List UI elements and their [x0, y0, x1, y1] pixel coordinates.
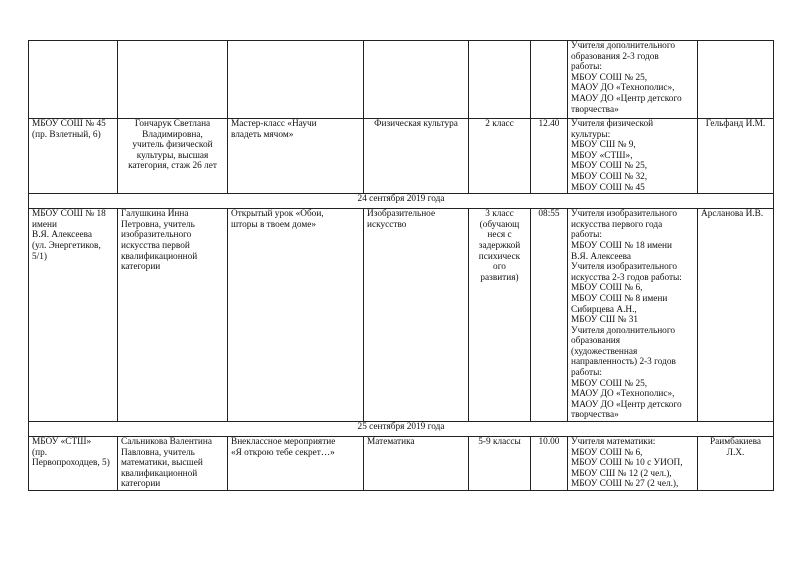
- grade-cell: 3 класс (обучающ неся с задержкой психическ ого развития): [469, 209, 531, 422]
- schedule-table: [28, 40, 774, 491]
- date-row: [29, 422, 774, 437]
- table-row: [29, 119, 774, 194]
- teacher-cell: [118, 41, 228, 119]
- event-cell: Внеклассное мероприятие «Я открою тебе секрет…»: [228, 437, 364, 491]
- table-row: [29, 209, 774, 422]
- participants-cell: Учителя изобразительного искусства первого года работы: МБОУ СОШ № 18 имени В.Я. Алексеева Учителя изобразительного искусства 2-3 годов работы: МБОУ СОШ № 6, МБОУ СОШ № 8 имени Сибирцева А.Н., МБОУ СШ № 31 Учителя дополнительного образования (художественная направленность) 2-3 годов работы: МБОУ СОШ № 25, МАОУ ДО «Технополис», МАОУ ДО «Центр детского творчества»: [568, 209, 698, 422]
- responsible-cell: Гельфанд И.М.: [698, 119, 774, 194]
- date-heading: 24 сентября 2019 года: [29, 194, 774, 209]
- time-cell: 10.00: [531, 437, 568, 491]
- participants-cell: Учителя дополнительного образования 2-3 годов работы: МБОУ СОШ № 25, МАОУ ДО «Технополис», МАОУ ДО «Центр детского творчества»: [568, 41, 698, 119]
- grade-cell: 5-9 классы: [469, 437, 531, 491]
- responsible-cell: [698, 41, 774, 119]
- date-heading: 25 сентября 2019 года: [29, 422, 774, 437]
- time-cell: [531, 41, 568, 119]
- teacher-cell: Гончарук Светлана Владимировна, учитель физической культуры, высшая категория, стаж 26 лет: [118, 119, 228, 194]
- date-row: [29, 194, 774, 209]
- time-cell: 12.40: [531, 119, 568, 194]
- page-bottom-margin: [0, 509, 800, 566]
- school-cell: МБОУ СОШ № 18 имени В.Я. Алексеева (ул. Энергетиков, 5/1): [29, 209, 118, 422]
- responsible-cell: Раимбакиева Л.Х.: [698, 437, 774, 491]
- participants-cell: Учителя физической культуры: МБОУ СШ № 9, МБОУ «СТШ», МБОУ СОШ № 25, МБОУ СОШ № 32, МБОУ СОШ № 45: [568, 119, 698, 194]
- event-cell: Открытый урок «Обои, шторы в твоем доме»: [228, 209, 364, 422]
- grade-cell: 2 класс: [469, 119, 531, 194]
- table-row: [29, 437, 774, 491]
- grade-cell: [469, 41, 531, 119]
- teacher-cell: Сальникова Валентина Павловна, учитель математики, высшей квалификационной категории: [118, 437, 228, 491]
- responsible-cell: Арсланова И.В.: [698, 209, 774, 422]
- subject-cell: Физическая культура: [364, 119, 469, 194]
- school-cell: МБОУ «СТШ» (пр. Первопроходцев, 5): [29, 437, 118, 491]
- event-cell: [228, 41, 364, 119]
- subject-cell: [364, 41, 469, 119]
- table-row: [29, 41, 774, 119]
- teacher-cell: Галушкина Инна Петровна, учитель изобразительного искусства первой квалификационной категории: [118, 209, 228, 422]
- school-cell: [29, 41, 118, 119]
- participants-cell: Учителя математики: МБОУ СОШ № 6, МБОУ СОШ № 10 с УИОП, МБОУ СШ № 12 (2 чел.), МБОУ СОШ № 27 (2 чел.),: [568, 437, 698, 491]
- time-cell: 08:55: [531, 209, 568, 422]
- event-cell: Мастер-класс «Научи владеть мячом»: [228, 119, 364, 194]
- subject-cell: Изобразительное искусство: [364, 209, 469, 422]
- subject-cell: Математика: [364, 437, 469, 491]
- school-cell: МБОУ СОШ № 45 (пр. Взлетный, 6): [29, 119, 118, 194]
